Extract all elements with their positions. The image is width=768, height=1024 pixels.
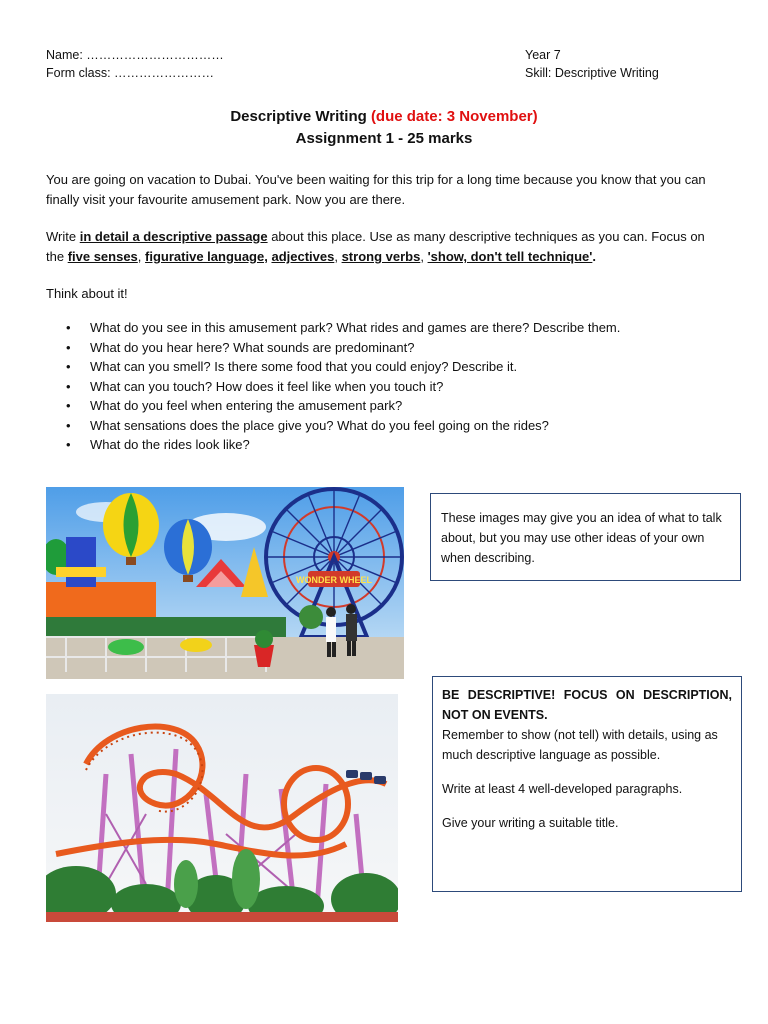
reminder-text: Remember to show (not tell) with details, using as much descriptive language as possible. xyxy=(442,728,718,762)
list-item: • What do the rides look like? xyxy=(66,435,620,455)
adjectives: adjectives xyxy=(271,249,335,264)
figurative-language: figurative language, xyxy=(145,249,268,264)
title-main: Descriptive Writing xyxy=(230,108,367,125)
list-item: • What do you see in this amusement park? What rides and games are there? Describe them. xyxy=(66,318,620,338)
name-line: Name: …………………………… xyxy=(46,48,224,62)
list-item: • What sensations does the place give you? What do you feel going on the rides? xyxy=(66,416,620,436)
wonder-wheel-sign: WONDER WHEEL xyxy=(296,575,372,585)
assignment-marks: Assignment 1 - 25 marks xyxy=(295,130,473,147)
be-descriptive-heading: BE DESCRIPTIVE! FOCUS ON DESCRIPTION, NOT ON EVENTS. xyxy=(442,688,732,722)
list-item: • What do you hear here? What sounds are predominant? xyxy=(66,338,620,358)
instruction-paragraph: Write in detail a descriptive passage about this place. Use as many descriptive techniques as you can. Focus on the five senses, figurative language, adjectives, strong verbs, 'show, don't tell technique'. xyxy=(46,229,705,264)
strong-verbs: strong verbs xyxy=(341,249,421,264)
think-heading: Think about it! xyxy=(46,286,128,301)
question-list xyxy=(66,318,620,455)
paragraphs-requirement: Write at least 4 well-developed paragraphs. xyxy=(442,782,683,796)
roller-coaster-photo xyxy=(46,694,398,922)
five-senses: five senses xyxy=(67,249,138,264)
assignment-title xyxy=(0,106,768,150)
student-info xyxy=(46,46,224,82)
form-class-line: Form class: …………………… xyxy=(46,66,215,80)
image-hint-box: These images may give you an idea of what to talk about, but you may use other ideas of your own when describing. xyxy=(430,493,741,581)
list-item: • What do you feel when entering the amusement park? xyxy=(66,396,620,416)
detail-emphasis: in detail a descriptive passage xyxy=(79,229,268,244)
requirements-box xyxy=(432,676,742,892)
due-date: (due date: 3 November) xyxy=(370,108,538,125)
show-dont-tell: 'show, don't tell technique' xyxy=(427,249,593,264)
intro-paragraph: You are going on vacation to Dubai. You've been waiting for this trip for a long time because you know that you can finally visit your favourite amusement park. Now you are there. xyxy=(46,172,706,207)
year-label: Year 7 xyxy=(525,48,561,62)
amusement-park-photo xyxy=(46,487,404,679)
list-item: • What can you touch? How does it feel like when you touch it? xyxy=(66,377,620,397)
course-info xyxy=(525,46,659,82)
skill-label: Skill: Descriptive Writing xyxy=(525,66,659,80)
list-item: • What can you smell? Is there some food that you could enjoy? Describe it. xyxy=(66,357,620,377)
title-requirement: Give your writing a suitable title. xyxy=(442,816,619,830)
